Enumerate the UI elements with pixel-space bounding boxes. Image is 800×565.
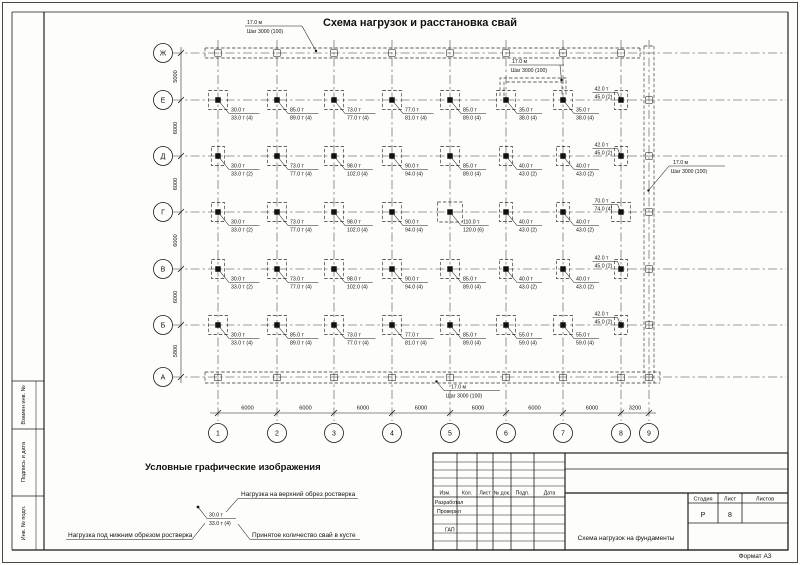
col-axis-label: 2 — [275, 430, 279, 438]
cluster-load-bottom: 102.0 (4) — [347, 227, 368, 234]
col-dim-text: 6000 — [528, 405, 541, 412]
cluster-load-top: 110.0 т — [463, 219, 480, 226]
cluster-load-top: 70.0 т — [594, 198, 609, 205]
cluster-load-top: 98.0 т — [347, 219, 361, 226]
step-note-line1: 17.0 м — [451, 384, 467, 391]
stamp-sheets-label: Листов — [755, 496, 775, 503]
cluster-load-bottom: 89.0 (4) — [463, 284, 481, 291]
cluster-pile — [560, 266, 566, 272]
cluster-pile — [331, 266, 337, 272]
cluster-load-bottom: 102.0 (4) — [347, 284, 368, 291]
cluster-load-bottom: 120.0 (6) — [463, 227, 484, 234]
cluster-pile — [331, 97, 337, 103]
cluster-load-bottom: 43.0 (2) — [519, 227, 537, 234]
cluster-pile — [503, 153, 509, 159]
cluster-load-bottom: 43.0 (2) — [519, 171, 537, 178]
cluster-pile — [331, 322, 337, 328]
cluster-pile — [274, 153, 280, 159]
stamp-header-podp: Подп. — [515, 490, 530, 497]
generated-drawing — [154, 20, 787, 443]
cluster-load-top: 42.0 т — [594, 255, 609, 262]
row-axis-label: Ж — [159, 50, 167, 58]
cluster-pile — [215, 266, 221, 272]
side-margin — [12, 381, 44, 550]
cluster-load-top: 30.0 т — [231, 163, 245, 170]
leader-dot — [435, 380, 437, 382]
row-axis-label: В — [160, 266, 166, 274]
cluster-pile — [215, 97, 221, 103]
legend-label-count: Принятое количество свай в кусте — [252, 532, 356, 539]
cluster-load-top: 30.0 т — [231, 332, 245, 339]
cluster-pile — [274, 97, 280, 103]
leader-dot — [647, 189, 649, 191]
col-axis-label: 5 — [448, 430, 452, 438]
cluster-load-top: 85.0 т — [290, 332, 304, 339]
cluster-load-bottom: 45.0 (2) — [594, 94, 613, 101]
stamp-sheet-value: 8 — [728, 512, 732, 519]
cluster-load-bottom: 43.0 (2) — [576, 227, 594, 234]
cluster-load-bottom: 81.0 т (4) — [405, 115, 427, 122]
cluster-load-top: 77.0 т — [405, 107, 419, 114]
leader-dot — [560, 79, 562, 81]
cluster-load-top: 55.0 т — [576, 332, 590, 339]
cluster-pile — [389, 209, 395, 215]
col-dim-text: 6000 — [356, 405, 370, 412]
col-axis-label: 1 — [216, 430, 220, 438]
cluster-load-top: 40.0 т — [576, 163, 590, 170]
row-dim-text: 5800 — [173, 344, 179, 358]
cluster-load-bottom: 45.0 (2) — [594, 150, 613, 157]
cluster-load-top: 40.0 т — [576, 219, 590, 226]
cluster-load-bottom: 89.0 т (4) — [290, 340, 312, 347]
cluster-pile — [560, 209, 566, 215]
stamp-role-developed: Разработал — [435, 500, 464, 506]
cluster-load-top: 73.0 т — [347, 107, 361, 114]
row-dim-text: 6000 — [173, 290, 179, 304]
row-dim-text: 6000 — [173, 177, 179, 191]
legend-title: Условные графические изображения — [145, 462, 321, 473]
col-dim-text: 6000 — [299, 405, 312, 412]
cluster-load-top: 30.0 т — [231, 219, 245, 226]
cluster-load-bottom: 94.0 (4) — [405, 171, 423, 178]
cluster-pile — [447, 322, 453, 328]
cluster-load-top: 85.0 т — [463, 163, 477, 170]
cluster-load-bottom: 102.0 (4) — [347, 171, 368, 178]
cluster-pile — [618, 266, 624, 272]
cluster-load-top: 85.0 т — [463, 276, 477, 283]
cluster-load-bottom: 94.0 (4) — [405, 227, 423, 234]
cluster-pile — [447, 153, 453, 159]
legend-label-bottom: Нагрузка под нижним обрезом ростверка — [68, 532, 193, 539]
cluster-load-bottom: 77.0 т (4) — [290, 171, 312, 178]
format-label: Формат А3 — [738, 553, 772, 560]
cluster-pile — [618, 153, 624, 159]
col-dim-text: 6000 — [585, 405, 599, 412]
cluster-pile — [503, 209, 509, 215]
cluster-load-top: 98.0 т — [347, 163, 361, 170]
raft-strips — [205, 46, 660, 383]
cluster-pile — [389, 97, 395, 103]
margin-label-vzamen: Взамен инв. № — [21, 385, 27, 425]
cluster-load-bottom: 33.0 т (2) — [231, 284, 253, 291]
row-dim-text: 5000 — [173, 70, 179, 83]
stamp-doc-name: Схема нагрузок на фундаменты — [577, 535, 675, 542]
cluster-pile — [560, 97, 566, 103]
cluster-load-bottom: 38.0 (4) — [519, 115, 537, 122]
title-block — [433, 453, 788, 550]
cluster-load-bottom: 74.0 (4) — [594, 206, 613, 213]
col-axis-label: 9 — [647, 430, 651, 438]
cluster-load-top: 40.0 т — [519, 219, 533, 226]
cluster-load-bottom: 81.0 т (4) — [405, 340, 427, 347]
cluster-load-top: 42.0 т — [594, 86, 609, 93]
cluster-load-bottom: 45.0 (2) — [594, 319, 613, 326]
cluster-pile — [503, 322, 509, 328]
cluster-pile — [560, 153, 566, 159]
step-note-line1: 17.0 м — [247, 20, 263, 26]
cluster-load-top: 35.0 т — [519, 107, 533, 114]
cluster-load-bottom: 89.0 (4) — [463, 340, 481, 347]
col-dim-text: 6000 — [414, 405, 428, 412]
cluster-pile — [389, 266, 395, 272]
cluster-load-bottom: 77.0 т (4) — [347, 115, 369, 122]
cluster-load-top: 40.0 т — [519, 276, 533, 283]
stamp-header-list: Лист — [479, 490, 491, 497]
cluster-load-bottom: 77.0 т (4) — [290, 284, 312, 291]
cluster-pile — [447, 266, 453, 272]
cluster-pile — [503, 97, 509, 103]
margin-label-podpis: Подпись и дата — [21, 441, 27, 483]
row-axis-label: Г — [161, 209, 165, 217]
portal-connector — [500, 78, 566, 96]
cluster-load-top: 90.0 т — [405, 163, 419, 170]
cluster-pile — [618, 322, 624, 328]
stamp-sheet-label: Лист — [723, 496, 737, 503]
cluster-pile — [215, 209, 221, 215]
cluster-load-top: 85.0 т — [463, 107, 477, 114]
col-dim-text: 3200 — [628, 405, 642, 412]
cluster-load-top: 55.0 т — [519, 332, 533, 339]
col-axis-label: 4 — [390, 430, 394, 438]
stamp-stage-value: Р — [700, 512, 706, 519]
row-dim-text: 6000 — [173, 121, 179, 135]
stamp-header-ndok: № док. — [493, 490, 511, 497]
cluster-pile — [331, 209, 337, 215]
cluster-load-top: 77.0 т — [405, 332, 419, 339]
legend-example-top-value: 30.0 т — [209, 512, 223, 519]
cluster-load-bottom: 43.0 (2) — [576, 171, 594, 178]
legend-label-top: Нагрузка на верхний обрез ростверка — [241, 491, 356, 498]
cluster-pile — [447, 97, 453, 103]
step-note-line2: Шаг 3000 (100) — [446, 393, 483, 400]
cluster-pile — [274, 266, 280, 272]
cluster-load-bottom: 33.0 т (4) — [231, 115, 253, 122]
cluster-load-top: 85.0 т — [463, 332, 477, 339]
leader-dot — [315, 50, 317, 52]
cluster-load-top: 73.0 т — [290, 276, 304, 283]
cluster-pile — [560, 322, 566, 328]
row-axis-label: Е — [160, 97, 166, 105]
step-note-line2: Шаг 3000 (100) — [671, 168, 708, 175]
sheet-frame — [3, 3, 798, 563]
cluster-load-bottom: 43.0 (2) — [576, 284, 594, 291]
cluster-load-bottom: 77.0 т (4) — [347, 340, 369, 347]
cluster-load-top: 35.0 т — [576, 107, 590, 114]
cluster-load-bottom: 94.0 (4) — [405, 284, 423, 291]
cluster-pile — [215, 153, 221, 159]
stamp-stage-label: Стадия — [693, 496, 713, 503]
cluster-load-bottom: 89.0 т (4) — [290, 115, 312, 122]
cluster-load-top: 90.0 т — [405, 219, 419, 226]
step-note-line2: Шаг 3000 (100) — [511, 67, 548, 74]
step-note-line1: 17.0 м — [512, 59, 528, 65]
step-note-line1: 17.0 м — [673, 160, 689, 166]
cluster-load-bottom: 33.0 т (4) — [231, 340, 253, 347]
cluster-load-bottom: 43.0 (2) — [519, 284, 537, 291]
col-axis-label: 7 — [561, 430, 565, 438]
cluster-pile — [389, 322, 395, 328]
cluster-pile — [274, 209, 280, 215]
cluster-load-top: 90.0 т — [405, 276, 419, 283]
col-axis-label: 8 — [619, 430, 623, 438]
cluster-pile — [331, 153, 337, 159]
row-axis-label: А — [160, 374, 166, 382]
cluster-load-bottom: 89.0 (4) — [463, 171, 481, 178]
cluster-load-top: 40.0 т — [576, 276, 590, 283]
row-axis-label: Д — [160, 153, 166, 161]
margin-label-inv: Инв. № подл. — [21, 505, 27, 541]
cluster-load-top: 85.0 т — [290, 107, 304, 114]
row-axis-label: Б — [160, 322, 166, 330]
cluster-load-bottom: 38.0 (4) — [576, 115, 594, 122]
stamp-role-checked: Проверил — [437, 509, 461, 515]
step-note-line2: Шаг 3000 (100) — [247, 28, 284, 35]
cluster-pile — [503, 266, 509, 272]
stamp-header-data: Дата — [543, 490, 556, 497]
cluster-load-top: 30.0 т — [231, 276, 245, 283]
cluster-load-bottom: 33.0 т (2) — [231, 171, 253, 178]
cluster-pile — [389, 153, 395, 159]
cluster-pile — [215, 322, 221, 328]
col-axis-label: 6 — [504, 430, 508, 438]
cluster-load-bottom: 77.0 т (4) — [290, 227, 312, 234]
drawing-title: Схема нагрузок и расстановка свай — [322, 17, 518, 29]
cluster-load-top: 30.0 т — [231, 107, 245, 114]
legend-example-bottom-value: 33.0 т (4) — [209, 521, 231, 527]
col-axis-label: 3 — [332, 430, 336, 438]
cluster-load-bottom: 33.0 т (2) — [231, 227, 253, 234]
cluster-load-top: 98.0 т — [347, 276, 361, 283]
cluster-pile — [274, 322, 280, 328]
cluster-load-bottom: 59.0 (4) — [576, 340, 594, 347]
row-dim-text: 6000 — [173, 234, 179, 247]
cluster-load-bottom: 89.0 (4) — [463, 115, 481, 122]
stamp-header-izm: Изм. — [439, 490, 451, 497]
cluster-load-top: 40.0 т — [519, 163, 533, 170]
cluster-load-bottom: 59.0 (4) — [519, 340, 537, 347]
stamp-role-gap: ГАП — [445, 527, 455, 534]
cluster-pile — [618, 209, 624, 215]
cluster-pile — [618, 97, 624, 103]
legend — [66, 462, 360, 540]
stamp-header-kol: Кол. — [461, 490, 473, 497]
cluster-load-top: 73.0 т — [290, 163, 304, 170]
cluster-load-top: 42.0 т — [594, 311, 609, 318]
cluster-load-top: 42.0 т — [594, 142, 609, 149]
cluster-load-top: 73.0 т — [347, 332, 361, 339]
col-dim-text: 6000 — [471, 405, 485, 412]
col-dim-text: 6000 — [241, 405, 254, 412]
cluster-load-bottom: 45.0 (2) — [594, 263, 613, 270]
cluster-load-top: 73.0 т — [290, 219, 304, 226]
cluster-pile — [447, 209, 453, 215]
